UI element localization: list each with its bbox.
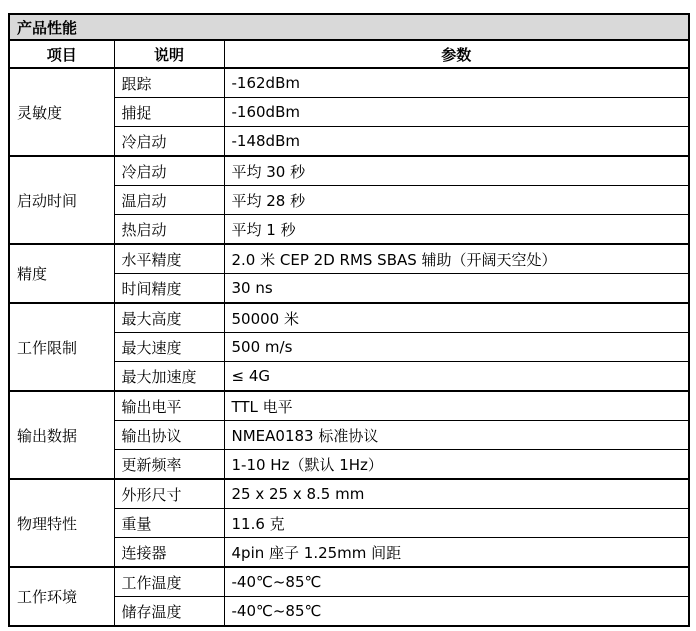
spec-param-cell: 平均 1 秒 [224,215,689,245]
spec-desc-cell: 最大速度 [114,333,224,362]
spec-desc-cell: 外形尺寸 [114,479,224,509]
spec-desc-cell: 水平精度 [114,244,224,274]
spec-param-cell: 11.6 克 [224,509,689,538]
spec-desc-cell: 连接器 [114,538,224,568]
spec-desc-cell: 重量 [114,509,224,538]
spec-item-cell: 输出数据 [9,391,114,479]
table-title: 产品性能 [9,14,689,40]
spec-param-cell: 500 m/s [224,333,689,362]
spec-desc-cell: 捕捉 [114,98,224,127]
spec-param-cell: 25 x 25 x 8.5 mm [224,479,689,509]
spec-sheet [8,13,688,627]
spec-param-cell: 2.0 米 CEP 2D RMS SBAS 辅助（开阔天空处） [224,244,689,274]
column-header-param: 参数 [224,40,689,68]
table-row [9,303,689,333]
spec-desc-cell: 冷启动 [114,127,224,157]
spec-param-cell: -40℃~85℃ [224,567,689,597]
spec-desc-cell: 最大加速度 [114,362,224,392]
product-performance-table [8,13,690,627]
column-header-item: 项目 [9,40,114,68]
spec-desc-cell: 最大高度 [114,303,224,333]
table-row [9,391,689,421]
spec-desc-cell: 温启动 [114,186,224,215]
column-header-desc: 说明 [114,40,224,68]
table-row [9,567,689,597]
spec-item-cell: 物理特性 [9,479,114,567]
spec-desc-cell: 冷启动 [114,156,224,186]
spec-desc-cell: 输出电平 [114,391,224,421]
spec-param-cell: TTL 电平 [224,391,689,421]
spec-param-cell: 50000 米 [224,303,689,333]
spec-desc-cell: 输出协议 [114,421,224,450]
spec-param-cell: -162dBm [224,68,689,98]
spec-param-cell: 平均 28 秒 [224,186,689,215]
spec-param-cell: -40℃~85℃ [224,597,689,627]
spec-item-cell: 工作限制 [9,303,114,391]
spec-item-cell: 工作环境 [9,567,114,626]
table-row [9,68,689,98]
spec-desc-cell: 工作温度 [114,567,224,597]
spec-desc-cell: 储存温度 [114,597,224,627]
spec-desc-cell: 时间精度 [114,274,224,304]
spec-param-cell: NMEA0183 标准协议 [224,421,689,450]
table-title-row [9,14,689,40]
spec-item-cell: 启动时间 [9,156,114,244]
spec-desc-cell: 更新频率 [114,450,224,480]
spec-param-cell: 30 ns [224,274,689,304]
spec-desc-cell: 热启动 [114,215,224,245]
spec-param-cell: -160dBm [224,98,689,127]
spec-desc-cell: 跟踪 [114,68,224,98]
spec-param-cell: ≤ 4G [224,362,689,392]
spec-param-cell: -148dBm [224,127,689,157]
spec-item-cell: 精度 [9,244,114,303]
spec-item-cell: 灵敏度 [9,68,114,156]
spec-param-cell: 4pin 座子 1.25mm 间距 [224,538,689,568]
table-row [9,479,689,509]
spec-param-cell: 平均 30 秒 [224,156,689,186]
table-row [9,244,689,274]
spec-param-cell: 1-10 Hz（默认 1Hz） [224,450,689,480]
table-row [9,156,689,186]
table-header-row [9,40,689,68]
